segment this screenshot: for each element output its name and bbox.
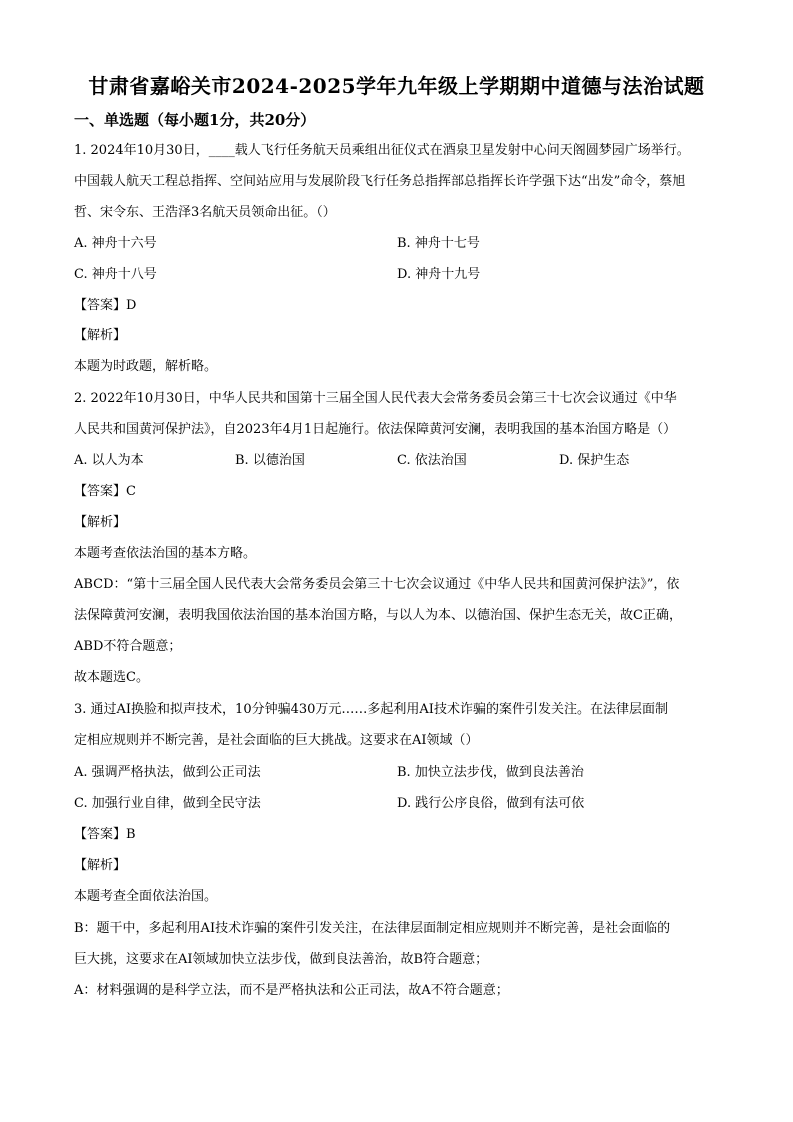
- q3-stem-line: 定相应规则并不断完善，是社会面临的巨大挑战。这要求在AI领域（）: [74, 733, 479, 748]
- q3-analysis-line: A：材料强调的是科学立法，而不是严格执法和公正司法，故A不符合题意；: [74, 983, 509, 998]
- q2-option-d: D. 保护生态: [559, 453, 630, 468]
- q3-answer: 【答案】B: [74, 827, 136, 842]
- q2-option-b: B. 以德治国: [235, 453, 305, 468]
- q3-option-c: C. 加强行业自律，做到全民守法: [74, 796, 261, 811]
- q2-analysis-line: 法保障黄河安澜，表明我国依法治国的基本治国方略，与以人为本、以德治国、保护生态无关，故C正确，: [74, 608, 682, 623]
- section-heading: 一、单选题（每小题1分，共20分）: [74, 111, 316, 129]
- q3-option-d: D. 践行公序良俗，做到有法可依: [397, 796, 585, 811]
- q3-analysis-line: 巨大挑，这要求在AI领域加快立法步伐，做到良法善治，故B符合题意；: [74, 952, 489, 967]
- q3-analysis-line: B：题干中，多起利用AI技术诈骗的案件引发关注，在法律层面制定相应规则并不断完善，是社会面临的: [74, 921, 671, 936]
- q3-analysis-label: 【解析】: [74, 858, 127, 873]
- q1-option-d: D. 神舟十九号: [397, 267, 481, 282]
- q1-answer: 【答案】D: [74, 298, 137, 313]
- q2-analysis-line: 故本题选C。: [74, 670, 149, 685]
- q2-analysis-line: ABCD：“第十三届全国人民代表大会常务委员会第三十七次会议通过《中华人民共和国黄河保护法》”，依: [74, 577, 680, 592]
- q2-option-a: A. 以人为本: [74, 453, 144, 468]
- q1-option-c: C. 神舟十八号: [74, 267, 157, 282]
- q3-stem-line: 3. 通过AI换脸和拟声技术，10分钟骗430万元……多起利用AI技术诈骗的案件引发关注。在法律层面制: [74, 702, 668, 717]
- q2-analysis-line: ABD不符合题意；: [74, 639, 182, 654]
- q2-stem-line: 2. 2022年10月30日，中华人民共和国第十三届全国人民代表大会常务委员会第三十七次会议通过《中华: [74, 391, 677, 406]
- q3-option-b: B. 加快立法步伐，做到良法善治: [397, 765, 584, 780]
- document-title: 甘肃省嘉峪关市2024-2025学年九年级上学期期中道德与法治试题: [88, 74, 705, 98]
- q3-option-a: A. 强调严格执法，做到公正司法: [74, 765, 261, 780]
- q3-analysis-line: 本题考查全面依法治国。: [74, 889, 218, 904]
- q1-option-a: A. 神舟十六号: [74, 236, 157, 251]
- q1-stem-line: 1. 2024年10月30日，____载人飞行任务航天员乘组出征仪式在酒泉卫星发射中心问天阁圆梦园广场举行。: [74, 143, 690, 158]
- q1-analysis-label: 【解析】: [74, 328, 127, 343]
- q1-stem-line: 中国载人航天工程总指挥、空间站应用与发展阶段飞行任务总指挥部总指挥长许学强下达“出发”命令，蔡旭: [74, 174, 686, 189]
- q2-option-c: C. 依法治国: [397, 453, 467, 468]
- q2-stem-line: 人民共和国黄河保护法》，自2023年4月1日起施行。依法保障黄河安澜，表明我国的基本治国方略是（）: [74, 422, 677, 437]
- q2-answer: 【答案】C: [74, 484, 136, 499]
- q1-stem-line: 哲、宋令东、王浩泽3名航天员领命出征。（）: [74, 205, 336, 220]
- q1-option-b: B. 神舟十七号: [397, 236, 480, 251]
- q1-analysis-line: 本题为时政题，解析略。: [74, 359, 218, 374]
- q2-analysis-label: 【解析】: [74, 515, 127, 530]
- q2-analysis-line: 本题考查依法治国的基本方略。: [74, 546, 257, 561]
